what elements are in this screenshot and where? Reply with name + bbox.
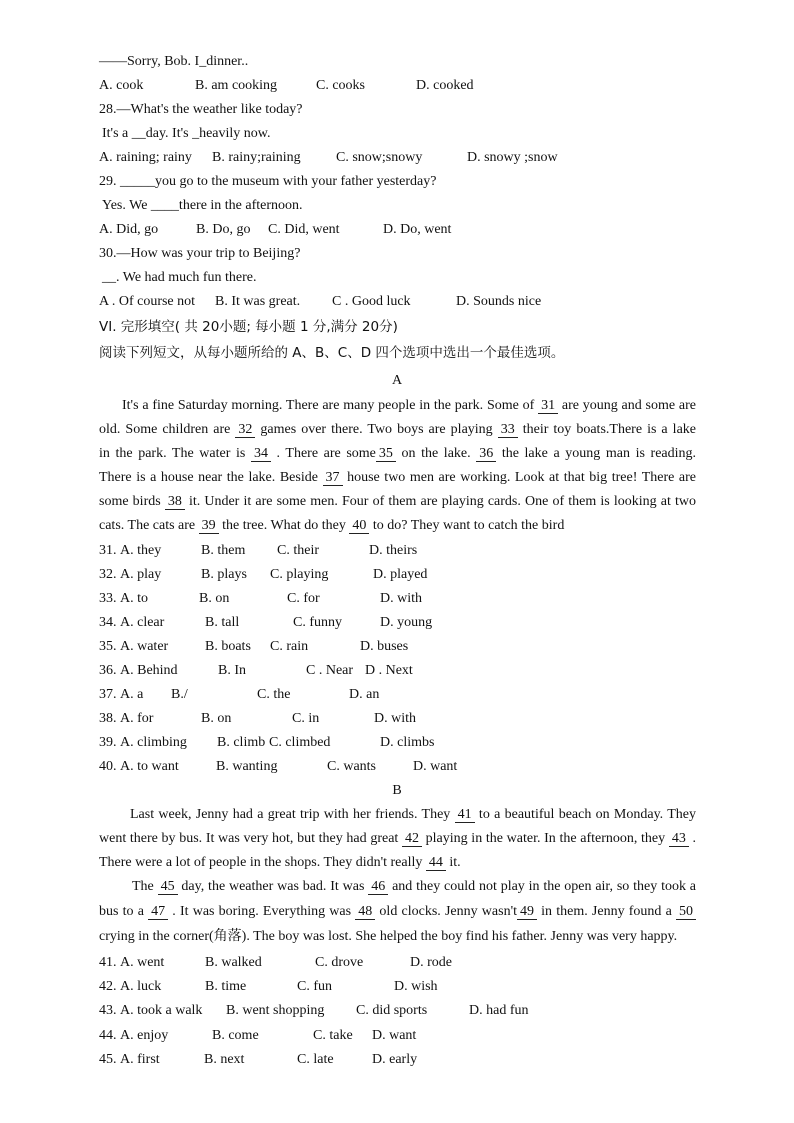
option-d: D. young (380, 615, 433, 630)
question-number: 39. (99, 735, 117, 750)
blank-46: 46 (368, 879, 388, 895)
passage-text: it. Under it are some men. Four of them are playing cards. One of them is looking at two (184, 494, 696, 509)
option-d: D. early (372, 1052, 418, 1067)
option-a: A. to want (120, 759, 179, 774)
question-number: 31. (99, 543, 117, 558)
option-c: C . Good luck (332, 294, 411, 309)
option-b: B. boats (205, 639, 251, 654)
option-b: B. went shopping (226, 1003, 325, 1018)
question-45 (99, 1051, 696, 1069)
question-number: 36. (99, 663, 117, 678)
option-a: A. water (120, 639, 169, 654)
passage-text: day, the weather was bad. It was (177, 879, 369, 894)
passage-text: went there by bus. It was very hot, but they had great (99, 831, 402, 846)
passage-text: bus to a (99, 904, 149, 919)
question-number: 37. (99, 687, 117, 702)
passage-text: on the lake. (395, 446, 477, 461)
option-b: B. Do, go (196, 222, 251, 237)
option-d: D. rode (410, 955, 452, 970)
passage-text: There is a house near the lake. Beside (99, 470, 323, 485)
option-a: A. raining; rainy (99, 150, 192, 165)
question-32 (99, 566, 696, 584)
option-b: B. tall (205, 615, 240, 630)
option-b: B. on (201, 711, 232, 726)
option-b: B. wanting (216, 759, 278, 774)
passage-text: in them. Jenny found a (536, 904, 676, 919)
passage-b-label: B (392, 783, 402, 798)
option-b: B. time (205, 979, 247, 994)
option-c: C. Did, went (268, 222, 340, 237)
option-b: B. In (218, 663, 246, 678)
question-number: 44. (99, 1028, 117, 1043)
passage-text: to do? They want to catch the bird (369, 518, 565, 533)
passage-text: the lake a young man is reading. (496, 446, 697, 461)
passage-text: . It was boring. Everything was (168, 904, 356, 919)
option-a: A. luck (120, 979, 162, 994)
passage-text: old clocks. Jenny wasn't (375, 904, 517, 919)
blank-36: 36 (476, 446, 496, 462)
option-b: B. plays (201, 567, 247, 582)
passage-a-label: A (391, 373, 403, 388)
option-d: D. an (349, 687, 380, 702)
passage-text: cats. The cats are (99, 518, 199, 533)
option-d: D. theirs (369, 543, 418, 558)
question-number: 33. (99, 591, 117, 606)
question-37 (99, 686, 696, 704)
option-d: D. wish (394, 979, 438, 994)
question-35 (99, 638, 696, 656)
passage-text: house two men are working. Look at that big tree! There are (342, 470, 696, 485)
option-a: A. a (120, 687, 144, 702)
option-c: C. climbed (269, 735, 331, 750)
option-c: C. rain (270, 639, 309, 654)
passage-text: it. (445, 855, 461, 870)
passage-a-line (99, 493, 696, 511)
section-title: VI. 完形填空( 共 20小题; 每小题 1 分,满分 20分) (99, 319, 398, 335)
option-d: D. cooked (416, 78, 474, 93)
passage-text: and they could not play in the open air, so they took a (388, 879, 696, 894)
question-42 (99, 978, 696, 996)
option-d: D. had fun (469, 1003, 529, 1018)
question-number: 34. (99, 615, 117, 630)
passage-text: playing in the water. In the afternoon, they (421, 831, 669, 846)
blank-38: 38 (165, 494, 185, 510)
option-a: A. play (120, 567, 162, 582)
option-b: B. them (201, 543, 246, 558)
option-a: A. for (120, 711, 154, 726)
option-c: C. in (292, 711, 320, 726)
question-44 (99, 1027, 696, 1045)
passage-a-line (122, 397, 696, 415)
option-b: B. am cooking (195, 78, 278, 93)
q28-options (99, 149, 696, 167)
option-b: B. climb (217, 735, 266, 750)
question-number: 40. (99, 759, 117, 774)
option-c: C. take (313, 1028, 353, 1043)
blank-44: 44 (426, 855, 446, 871)
passage-text: to a beautiful beach on Monday. They (474, 807, 696, 822)
blank-32: 32 (235, 422, 255, 438)
option-c: C. playing (270, 567, 329, 582)
option-c: C. cooks (316, 78, 365, 93)
passage-b-line (132, 878, 696, 896)
passage-b-line (99, 903, 696, 921)
question-39 (99, 734, 696, 752)
blank-41: 41 (455, 807, 475, 823)
passage-text: . There are some (270, 446, 376, 461)
passage-text: some birds (99, 494, 165, 509)
blank-33: 33 (498, 422, 518, 438)
passage-a-line (99, 421, 696, 439)
blank-42: 42 (402, 831, 422, 847)
option-d: D. want (372, 1028, 417, 1043)
question-38 (99, 710, 696, 728)
q30-options (99, 293, 696, 311)
blank-39: 39 (199, 518, 219, 534)
blank-45: 45 (158, 879, 178, 895)
option-c: C. wants (327, 759, 376, 774)
option-a: A. went (120, 955, 165, 970)
option-d: D. Sounds nice (456, 294, 542, 309)
option-a: A . Of course not (99, 294, 196, 309)
passage-text: in the park. The water is (99, 446, 251, 461)
blank-48: 48 (355, 904, 375, 920)
option-a: A. first (120, 1052, 160, 1067)
passage-text: There were a lot of people in the shops. They didn't really (99, 855, 426, 870)
blank-40: 40 (349, 518, 369, 534)
option-d: D. snowy ;snow (467, 150, 558, 165)
blank-43: 43 (669, 831, 689, 847)
passage-a-line (99, 517, 696, 535)
option-d: D. with (380, 591, 422, 606)
option-d: D. climbs (380, 735, 435, 750)
option-b: B. next (204, 1052, 245, 1067)
section-instruction: 阅读下列短文，从每小题所给的 A、B、C、D 四个选项中选出一个最佳选项。 (99, 345, 565, 361)
question-number: 45. (99, 1052, 117, 1067)
q28-reply: It's a __day. It's _heavily now. (102, 126, 271, 141)
q29-options (99, 221, 696, 239)
option-a: A. cook (99, 78, 144, 93)
option-a: A. took a walk (120, 1003, 203, 1018)
passage-text: games over there. Two boys are playing (255, 422, 498, 437)
question-34 (99, 614, 696, 632)
q29-reply: Yes. We ____there in the afternoon. (102, 198, 303, 213)
option-d: D. buses (360, 639, 409, 654)
passage-text: are young and some are (558, 398, 696, 413)
passage-text: old. Some children are (99, 422, 236, 437)
option-b: B. on (199, 591, 230, 606)
question-number: 35. (99, 639, 117, 654)
option-c: C. did sports (356, 1003, 428, 1018)
option-a: A. they (120, 543, 162, 558)
q28-question: 28.—What's the weather like today? (99, 102, 303, 117)
option-d: D. with (374, 711, 416, 726)
option-c: C. drove (315, 955, 364, 970)
question-33 (99, 590, 696, 608)
passage-text: crying in the corner(角落). The boy was lost. She helped the boy find his father. Jenny was very happy. (99, 929, 678, 944)
passage-b-line (99, 830, 696, 848)
option-c: C. snow;snowy (336, 150, 423, 165)
option-a: A. enjoy (120, 1028, 169, 1043)
passage-text: . (688, 831, 696, 846)
question-number: 43. (99, 1003, 117, 1018)
question-36 (99, 662, 696, 680)
passage-text: The (132, 879, 158, 894)
q30-reply: __. We had much fun there. (102, 270, 257, 285)
blank-50: 50 (676, 904, 696, 920)
option-c: C. for (287, 591, 320, 606)
option-a: A. Did, go (99, 222, 159, 237)
option-c: C. the (257, 687, 291, 702)
blank-34: 34 (251, 446, 271, 462)
option-c: C. funny (293, 615, 342, 630)
question-43 (99, 1002, 696, 1020)
question-31 (99, 542, 696, 560)
passage-b-line (99, 854, 696, 872)
option-d: D . Next (365, 663, 413, 678)
passage-text: Last week, Jenny had a great trip with her friends. They (130, 807, 455, 822)
option-b: B. walked (205, 955, 262, 970)
blank-31: 31 (538, 398, 558, 414)
question-41 (99, 954, 696, 972)
passage-text: the tree. What do they (218, 518, 350, 533)
blank-47: 47 (148, 904, 168, 920)
option-a: A. to (120, 591, 148, 606)
question-number: 42. (99, 979, 117, 994)
option-c: C. fun (297, 979, 332, 994)
option-b: B. rainy;raining (212, 150, 301, 165)
q27-prompt: ——Sorry, Bob. I_dinner.. (99, 54, 249, 69)
passage-a-line (99, 469, 696, 487)
question-number: 41. (99, 955, 117, 970)
blank-37: 37 (323, 470, 343, 486)
option-b: B./ (171, 687, 188, 702)
question-number: 38. (99, 711, 117, 726)
q30-question: 30.—How was your trip to Beijing? (99, 246, 301, 261)
option-c: C. their (277, 543, 319, 558)
option-d: D. Do, went (383, 222, 452, 237)
option-b: B. It was great. (215, 294, 301, 309)
blank-49: 49 (517, 904, 537, 920)
option-c: C. late (297, 1052, 334, 1067)
option-b: B. come (212, 1028, 259, 1043)
option-a: A. climbing (120, 735, 187, 750)
q27-options (99, 77, 696, 95)
option-d: D. played (373, 567, 428, 582)
question-number: 32. (99, 567, 117, 582)
passage-b-line (130, 806, 696, 824)
option-a: A. Behind (120, 663, 178, 678)
passage-text: It's a fine Saturday morning. There are many people in the park. Some of (122, 398, 539, 413)
option-a: A. clear (120, 615, 165, 630)
passage-a-line (99, 445, 696, 463)
passage-b-line (99, 928, 696, 946)
blank-35: 35 (376, 446, 396, 462)
option-c: C . Near (306, 663, 354, 678)
option-d: D. want (413, 759, 458, 774)
passage-text: their toy boats.There is a lake (517, 422, 696, 437)
question-40 (99, 758, 696, 776)
q29-question: 29. _____you go to the museum with your father yesterday? (99, 174, 437, 189)
